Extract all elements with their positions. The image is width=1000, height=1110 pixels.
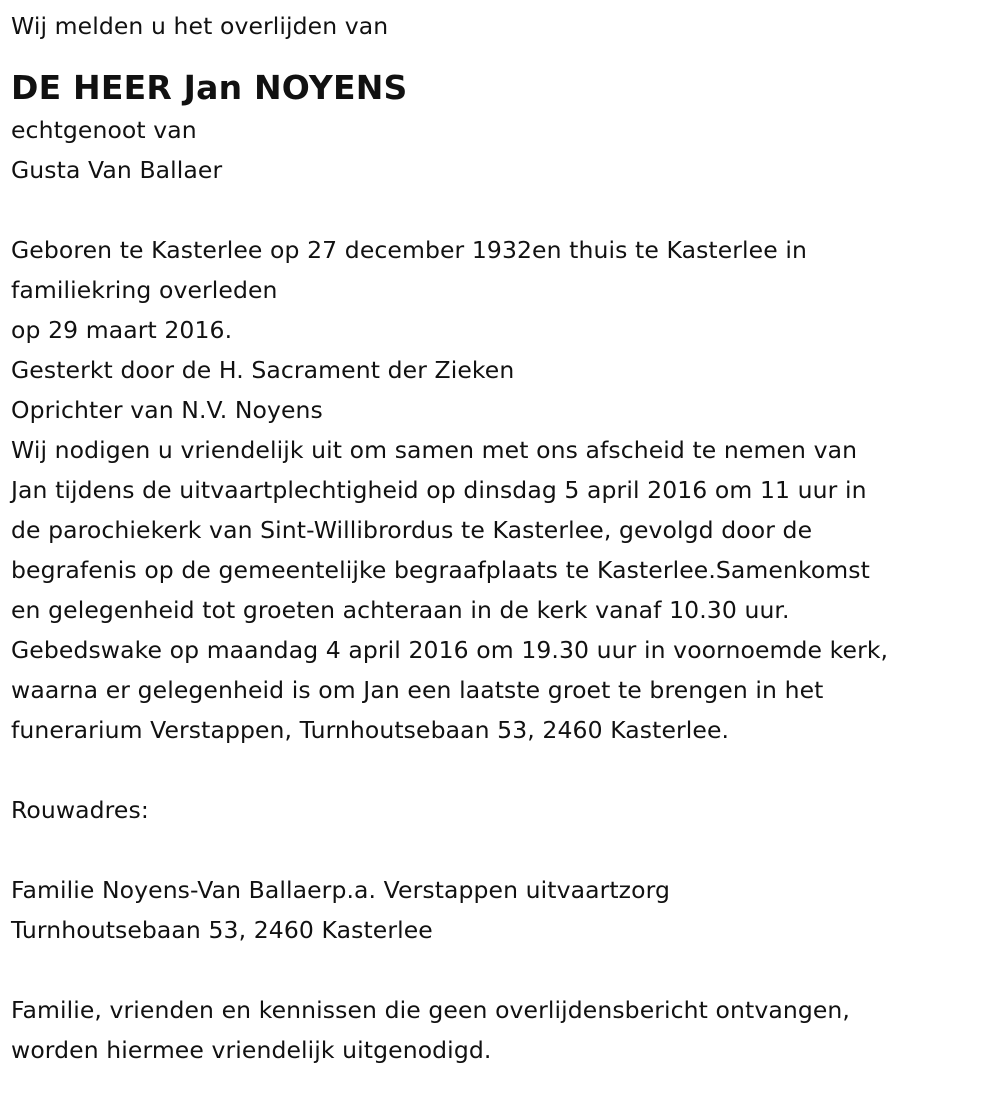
details-line: Gebedswake op maandag 4 april 2016 om 19.30 uur in voornoemde kerk, <box>11 636 889 664</box>
spacer <box>11 950 988 990</box>
details-line: Wij nodigen u vriendelijk uit om samen met ons afscheid te nemen van <box>11 436 858 464</box>
details-line: familiekring overleden <box>11 276 278 304</box>
details-line: op 29 maart 2016. <box>11 316 233 344</box>
details-line: Oprichter van N.V. Noyens <box>11 396 323 424</box>
spouse-name: Gusta Van Ballaer <box>11 156 223 184</box>
deceased-name: DE HEER Jan NOYENS <box>11 68 408 107</box>
details-line: de parochiekerk van Sint-Willibrordus te Kasterlee, gevolgd door de <box>11 516 813 544</box>
closing-line: worden hiermee vriendelijk uitgenodigd. <box>11 1036 492 1064</box>
spacer <box>11 190 988 230</box>
spacer <box>11 750 988 790</box>
details-line: Geboren te Kasterlee op 27 december 1932en thuis te Kasterlee in <box>11 236 807 264</box>
details-line: waarna er gelegenheid is om Jan een laatste groet te brengen in het <box>11 676 824 704</box>
mourning-address-label: Rouwadres: <box>11 796 149 824</box>
intro-text: Wij melden u het overlijden van <box>11 12 389 40</box>
mourning-address-line: Familie Noyens-Van Ballaerp.a. Verstappen uitvaartzorg <box>11 876 670 904</box>
details-line: en gelegenheid tot groeten achteraan in de kerk vanaf 10.30 uur. <box>11 596 790 624</box>
details-block <box>11 230 988 750</box>
mourning-address-line: Turnhoutsebaan 53, 2460 Kasterlee <box>11 916 433 944</box>
details-line: begrafenis op de gemeentelijke begraafplaats te Kasterlee.Samenkomst <box>11 556 870 584</box>
details-line: Jan tijdens de uitvaartplechtigheid op dinsdag 5 april 2016 om 11 uur in <box>11 476 867 504</box>
details-line: Gesterkt door de H. Sacrament der Zieken <box>11 356 515 384</box>
closing-line: Familie, vrienden en kennissen die geen overlijdensbericht ontvangen, <box>11 996 850 1024</box>
spacer <box>11 830 988 870</box>
details-line: funerarium Verstappen, Turnhoutsebaan 53, 2460 Kasterlee. <box>11 716 730 744</box>
spouse-label: echtgenoot van <box>11 116 197 144</box>
